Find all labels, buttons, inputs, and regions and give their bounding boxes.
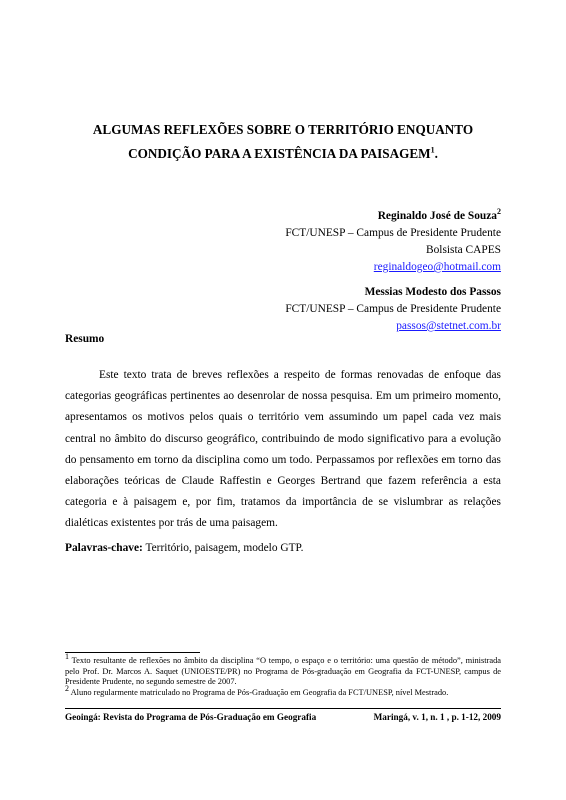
title-line-2-end: . <box>434 146 438 161</box>
title-line-2-text: CONDIÇÃO PARA A EXISTÊNCIA DA PAISAGEM <box>128 146 431 161</box>
journal-name: Geoingá: Revista do Programa de Pós-Graduação em Geografia <box>65 712 317 722</box>
author-1-affiliation: FCT/UNESP – Campus de Presidente Prudente <box>285 227 501 239</box>
footnote-separator <box>65 652 200 653</box>
author-2-name: Messias Modesto dos Passos <box>364 286 501 298</box>
author-2-affiliation: FCT/UNESP – Campus de Presidente Prudente <box>285 303 501 315</box>
author-2-email-wrap <box>396 320 501 332</box>
abstract-heading: Resumo <box>65 333 105 345</box>
footnotes <box>65 652 501 698</box>
keywords-label: Palavras-chave: <box>65 542 143 554</box>
author-1-email-link[interactable]: reginaldogeo@hotmail.com <box>373 261 501 273</box>
footnote-1-number: 1 <box>65 652 69 662</box>
author-1-name <box>377 207 501 222</box>
author-1-extra: Bolsista CAPES <box>425 244 501 256</box>
author-1-email-wrap <box>374 261 501 273</box>
footnote-2-number: 2 <box>65 683 69 693</box>
author-1-name-text: Reginaldo José de Souza <box>377 210 497 222</box>
keywords-text: Território, paisagem, modelo GTP. <box>142 542 304 554</box>
author-1-footnote-marker: 2 <box>497 207 501 217</box>
author-2-email-link[interactable]: passos@stetnet.com.br <box>396 320 501 332</box>
abstract-body: Este texto trata de breves reflexões a respeito de formas renovadas de enfoque das categorias geográficas pertinentes ao desenrolar de nossa pesquisa. Em um primeiro momento, apresentamos os motivos pelos quais o território vem assumindo um papel cada vez mais central no âmbito do discurso geográfico, contribuindo de modo significativo para a evolução do pensamento em torno da disciplina como um todo. Perpassamos por reflexões em torno das elaborações teóricas de Claude Raffestin e Georges Bertrand que fazem referência a esta categoria e à paisagem e, por fim, tratamos da importância de se vislumbrar as relações dialéticas existentes por trás de uma paisagem. <box>65 369 501 530</box>
journal-citation: Maringá, v. 1, n. 1 , p. 1-12, 2009 <box>373 712 501 722</box>
paper-title-line-1 <box>60 122 506 138</box>
title-footnote-marker: 1 <box>430 145 435 155</box>
keywords-line <box>65 542 303 554</box>
title-line-1-text: ALGUMAS REFLEXÕES SOBRE O TERRITÓRIO ENQUANTO <box>92 122 474 137</box>
footnote-1-text: Texto resultante de reflexões no âmbito da disciplina “O tempo, o espaço e o território: uma questão de método”, ministrada pelo Prof. Dr. Marcos A. Saquet (UNIOESTE/PR) no Programa de Pós-graduação em Geografia da FCT-UNESP, campus de Presidente Prudente, no segundo semestre de 2007. <box>65 656 501 687</box>
footnote-1 <box>65 652 501 688</box>
footnote-2-text: Aluno regularmente matriculado no Programa de Pós-Graduação em Geografia da FCT/UNESP, nível Mestrado. <box>69 687 449 697</box>
paper-title-line-2 <box>60 146 506 162</box>
footnote-2 <box>65 683 501 699</box>
footer-separator <box>65 708 501 709</box>
